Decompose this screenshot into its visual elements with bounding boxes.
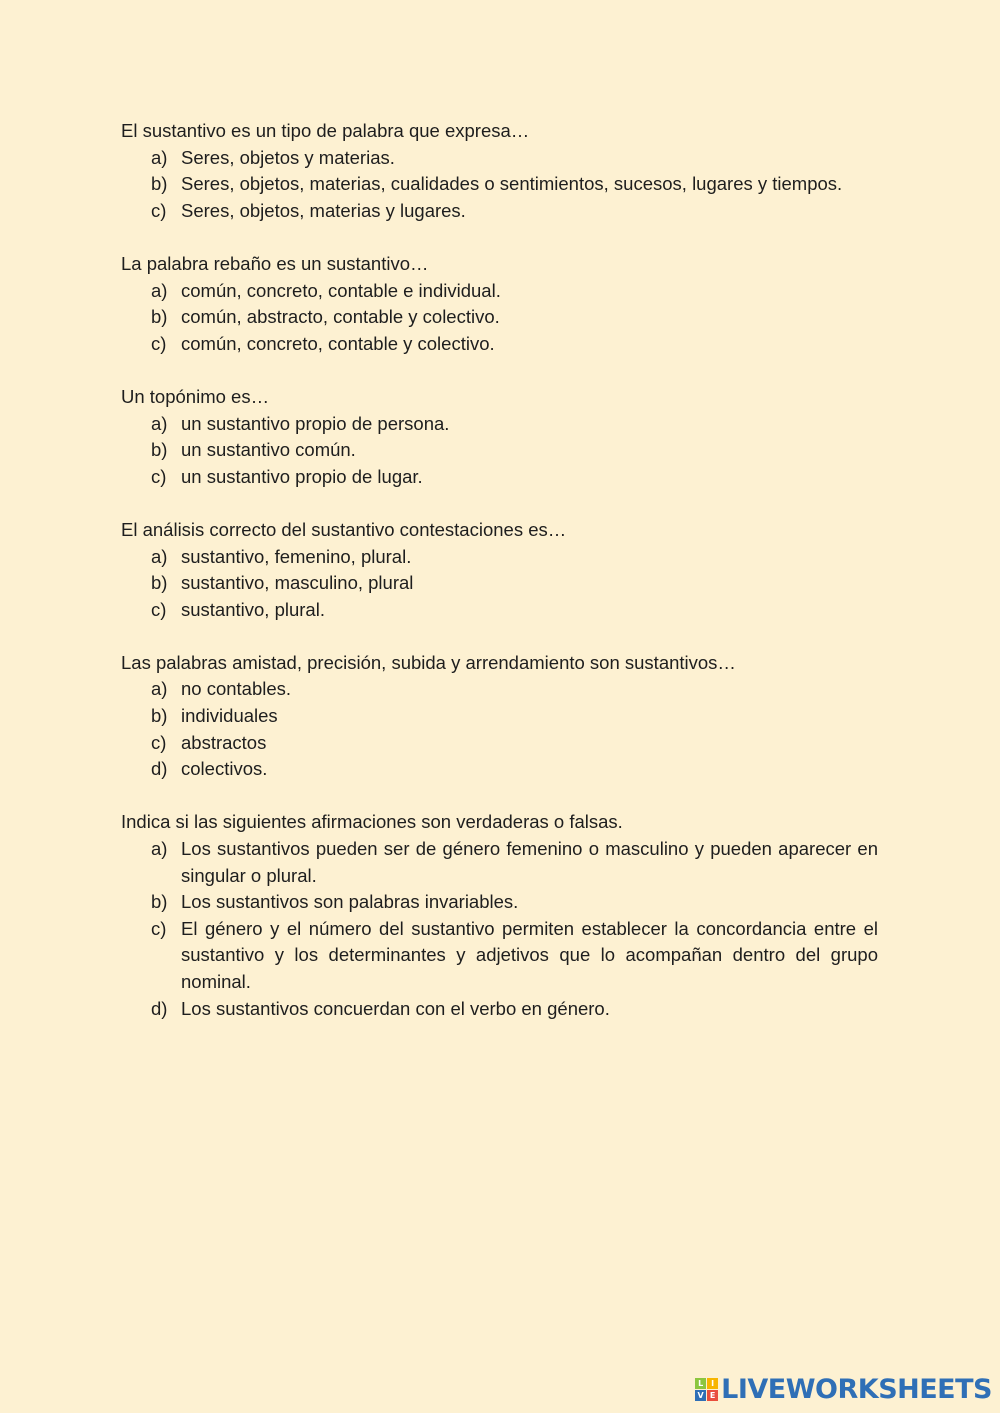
- option-text: Seres, objetos, materias, cualidades o sentimientos, sucesos, lugares y tiempos.: [181, 173, 843, 195]
- answer-options: [121, 676, 878, 782]
- option-letter: a): [151, 678, 168, 700]
- option-letter: c): [151, 731, 167, 753]
- option-letter: b): [151, 173, 168, 195]
- option-letter: c): [151, 199, 167, 221]
- option-letter: d): [151, 758, 168, 780]
- option-text: un sustantivo propio de lugar.: [181, 465, 423, 487]
- option-letter: b): [151, 439, 168, 461]
- logo-icon-letter: V: [695, 1390, 706, 1401]
- option-text: Los sustantivos pueden ser de género femenino o masculino y pueden aparecer en singular o plural.: [181, 838, 878, 886]
- option-letter: a): [151, 545, 168, 567]
- answer-option: [121, 889, 878, 916]
- answer-option: [121, 304, 878, 331]
- option-letter: a): [151, 838, 168, 860]
- option-letter: a): [151, 412, 168, 434]
- answer-option: [121, 996, 878, 1023]
- question-block: [121, 118, 878, 224]
- question-block: [121, 517, 878, 623]
- answer-option: [121, 703, 878, 730]
- option-letter: d): [151, 997, 168, 1019]
- question-text: El sustantivo es un tipo de palabra que expresa…: [121, 120, 530, 141]
- option-text: Seres, objetos, materias y lugares.: [181, 199, 466, 221]
- answer-option: [121, 198, 878, 225]
- answer-option: [121, 570, 878, 597]
- option-text: Los sustantivos concuerdan con el verbo en género.: [181, 997, 610, 1019]
- logo-icon-letter: L: [695, 1378, 706, 1389]
- question-text: Indica si las siguientes afirmaciones son verdaderas o falsas.: [121, 811, 623, 833]
- option-letter: c): [151, 598, 167, 620]
- question-text: La palabra rebaño es un sustantivo…: [121, 252, 429, 274]
- answer-option: [121, 278, 878, 305]
- option-letter: b): [151, 572, 168, 594]
- option-text: Los sustantivos son palabras invariables.: [181, 891, 519, 913]
- answer-option: [121, 411, 878, 438]
- option-letter: b): [151, 306, 168, 328]
- answer-option: [121, 171, 878, 198]
- answer-option: [121, 145, 878, 172]
- answer-option: [121, 464, 878, 491]
- worksheet-content: [121, 118, 878, 1049]
- answer-options: [121, 836, 878, 1022]
- question-block: [121, 384, 878, 490]
- option-text: abstractos: [181, 731, 267, 753]
- question-text: Un topónimo es…: [121, 385, 270, 407]
- option-letter: b): [151, 705, 168, 727]
- answer-options: [121, 411, 878, 491]
- answer-option: [121, 756, 878, 783]
- answer-option: [121, 331, 878, 358]
- option-text: un sustantivo propio de persona.: [181, 412, 450, 434]
- answer-option: [121, 916, 878, 996]
- option-text: individuales: [181, 705, 278, 727]
- option-text: El género y el número del sustantivo permiten establecer la concordancia entre el sustantivo y los determinantes y adjetivos que lo acompañan dentro del grupo nominal.: [181, 917, 878, 992]
- option-text: un sustantivo común.: [181, 439, 356, 461]
- option-letter: c): [151, 465, 167, 487]
- answer-option: [121, 676, 878, 703]
- option-text: común, concreto, contable e individual.: [181, 279, 501, 301]
- option-letter: c): [151, 332, 167, 354]
- option-letter: c): [151, 917, 167, 939]
- option-letter: a): [151, 146, 168, 168]
- question-block: [121, 650, 878, 783]
- liveworksheets-logo: [695, 1374, 992, 1405]
- option-text: Seres, objetos y materias.: [181, 146, 395, 168]
- option-letter: b): [151, 891, 168, 913]
- answer-options: [121, 544, 878, 624]
- option-text: sustantivo, femenino, plural.: [181, 545, 412, 567]
- option-letter: a): [151, 279, 168, 301]
- liveworksheets-logo-text: LIVEWORKSHEETS: [721, 1374, 992, 1405]
- logo-icon-letter: I: [707, 1378, 718, 1389]
- option-text: común, concreto, contable y colectivo.: [181, 332, 495, 354]
- option-text: común, abstracto, contable y colectivo.: [181, 306, 500, 328]
- question-block: [121, 809, 878, 1022]
- question-block: [121, 251, 878, 357]
- question-text: Las palabras amistad, precisión, subida y arrendamiento son sustantivos…: [121, 651, 736, 673]
- answer-option: [121, 544, 878, 571]
- logo-icon-letter: E: [707, 1390, 718, 1401]
- answer-option: [121, 437, 878, 464]
- option-text: no contables.: [181, 678, 292, 700]
- answer-options: [121, 278, 878, 358]
- answer-options: [121, 145, 878, 225]
- option-text: sustantivo, plural.: [181, 598, 325, 620]
- option-text: colectivos.: [181, 758, 268, 780]
- answer-option: [121, 730, 878, 757]
- question-text: El análisis correcto del sustantivo contestaciones es…: [121, 518, 567, 540]
- liveworksheets-logo-icon: [695, 1378, 718, 1401]
- answer-option: [121, 836, 878, 889]
- answer-option: [121, 597, 878, 624]
- option-text: sustantivo, masculino, plural: [181, 572, 414, 594]
